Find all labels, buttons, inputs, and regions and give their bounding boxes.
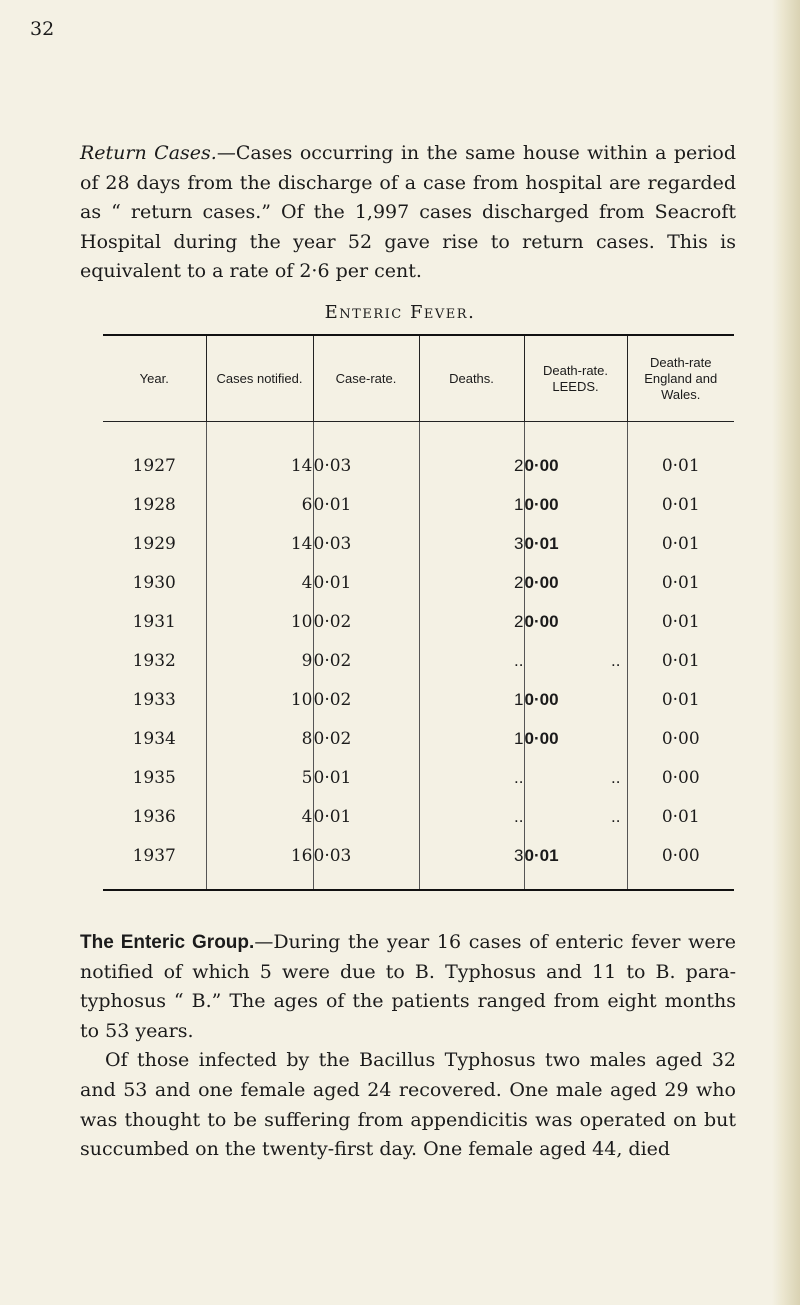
cell-year: 1935: [103, 758, 206, 797]
cell-death-rate-england-wales: 0·01: [661, 806, 700, 827]
page-number: 32: [30, 18, 55, 40]
table-header-row: [103, 335, 734, 422]
cell-deaths: 1: [419, 485, 524, 524]
cell-deaths: 1: [419, 719, 524, 758]
cell-deaths: 2: [419, 563, 524, 602]
cell-case-rate: 0·02: [313, 719, 419, 758]
cell-year: 1931: [103, 602, 206, 641]
cell-death-rate-leeds: ..: [524, 641, 627, 680]
cell-year: 1929: [103, 524, 206, 563]
cell-death-rate-england-wales: 0·01: [661, 494, 700, 515]
cell-deaths: ..: [419, 641, 524, 680]
cell-cases: 4: [206, 563, 313, 602]
cell-death-rate-leeds: 0·01: [524, 836, 627, 875]
cell-deaths: ..: [419, 758, 524, 797]
cell-case-rate: 0·03: [313, 446, 419, 485]
cell-death-rate-england-wales: 0·01: [661, 611, 700, 632]
cell-death-rate-england-wales: 0·00: [661, 728, 700, 749]
cell-case-rate: 0·02: [313, 602, 419, 641]
cell-case-rate: 0·01: [313, 563, 419, 602]
cell-case-rate: 0·03: [313, 836, 419, 875]
cell-cases: 10: [206, 602, 313, 641]
cell-case-rate: 0·03: [313, 524, 419, 563]
cell-death-rate-england-wales: 0·01: [661, 455, 700, 476]
cell-case-rate: 0·01: [313, 797, 419, 836]
table-tail-row: [103, 875, 734, 890]
cell-cases: 14: [206, 524, 313, 563]
cell-cases: 5: [206, 758, 313, 797]
cell-death-rate-england-wales: 0·01: [661, 533, 700, 554]
cell-death-rate-england-wales: 0·01: [661, 572, 700, 593]
cell-cases: 14: [206, 446, 313, 485]
table-row: [103, 602, 734, 641]
cell-year: 1927: [103, 446, 206, 485]
col-header-case-rate: Case-rate.: [313, 335, 419, 422]
cell-death-rate-england-wales: 0·01: [661, 650, 700, 671]
cell-death-rate-leeds: 0·00: [524, 485, 627, 524]
cell-death-rate-england-wales: 0·00: [661, 845, 700, 866]
cell-year: 1932: [103, 641, 206, 680]
table-row: [103, 836, 734, 875]
table-row: [103, 758, 734, 797]
cell-death-rate-leeds: 0·01: [524, 524, 627, 563]
cell-case-rate: 0·01: [313, 758, 419, 797]
cell-death-rate-leeds: ..: [524, 758, 627, 797]
cell-death-rate-leeds: 0·00: [524, 446, 627, 485]
enteric-fever-table: [103, 334, 734, 891]
cell-year: 1937: [103, 836, 206, 875]
table-row: [103, 797, 734, 836]
bacillus-typhosus-paragraph: Of those infected by the Bacillus Typhosus two males aged 32 and 53 and one female aged 24 recovered. One male aged 29 who was thought to be suffering from appendicitis was operated on but succumbed on the twenty-first day. One female aged 44, died: [80, 1049, 736, 1161]
cell-death-rate-leeds: 0·00: [524, 680, 627, 719]
cell-death-rate-england-wales: 0·00: [661, 767, 700, 788]
cell-deaths: ..: [419, 797, 524, 836]
cell-cases: 8: [206, 719, 313, 758]
table-row: [103, 446, 734, 485]
col-header-deaths: Deaths.: [419, 335, 524, 422]
cell-year: 1933: [103, 680, 206, 719]
cell-case-rate: 0·02: [313, 641, 419, 680]
table-row: [103, 563, 734, 602]
enteric-group-text: —During the year 16 cases of enteric fever were notified of which 5 were due to B. Typhosus and 11 to B. para-typhosus “ B.” The ages of the patients ranged from eight months to 53 years.: [80, 931, 736, 1042]
cell-death-rate-leeds: 0·00: [524, 563, 627, 602]
return-cases-text: —Cases occurring in the same house within a period of 28 days from the discharge of a case from hospital are regarded as “ return cases.” Of the 1,997 cases discharged from Seacroft Hospital during the year 52 gave rise to return cases. This is equivalent to a rate of 2·6 per cent.: [80, 142, 736, 283]
cell-cases: 10: [206, 680, 313, 719]
cell-year: 1936: [103, 797, 206, 836]
enteric-group-heading: The Enteric Group.: [80, 932, 255, 953]
table-row: [103, 485, 734, 524]
cell-deaths: 1: [419, 680, 524, 719]
col-header-cases: Cases notified.: [206, 335, 313, 422]
col-header-year: Year.: [103, 335, 206, 422]
cell-year: 1934: [103, 719, 206, 758]
table-row: [103, 719, 734, 758]
cell-death-rate-leeds: 0·00: [524, 602, 627, 641]
cell-death-rate-leeds: ..: [524, 797, 627, 836]
cell-deaths: 2: [419, 602, 524, 641]
col-header-death-rate-england-wales: Death-rate England and Wales.: [627, 335, 734, 422]
return-cases-paragraph: [80, 139, 736, 287]
return-cases-heading: Return Cases.: [80, 142, 217, 164]
cell-deaths: 3: [419, 836, 524, 875]
table-row: [103, 641, 734, 680]
cell-case-rate: 0·02: [313, 680, 419, 719]
cell-cases: 16: [206, 836, 313, 875]
table-row: [103, 524, 734, 563]
cell-cases: 9: [206, 641, 313, 680]
cell-death-rate-leeds: 0·00: [524, 719, 627, 758]
table-row: [103, 680, 734, 719]
cell-deaths: 3: [419, 524, 524, 563]
cell-year: 1928: [103, 485, 206, 524]
page-edge-shadow: [772, 0, 800, 1305]
enteric-group-paragraph: [80, 928, 736, 1046]
cell-year: 1930: [103, 563, 206, 602]
cell-cases: 6: [206, 485, 313, 524]
cell-case-rate: 0·01: [313, 485, 419, 524]
table-spacer-row: [103, 422, 734, 447]
section-title: Enteric Fever.: [324, 302, 476, 323]
col-header-death-rate-leeds: Death-rate. LEEDS.: [524, 335, 627, 422]
enteric-group-section: [80, 928, 736, 1165]
cell-death-rate-england-wales: 0·01: [661, 689, 700, 710]
cell-deaths: 2: [419, 446, 524, 485]
cell-cases: 4: [206, 797, 313, 836]
